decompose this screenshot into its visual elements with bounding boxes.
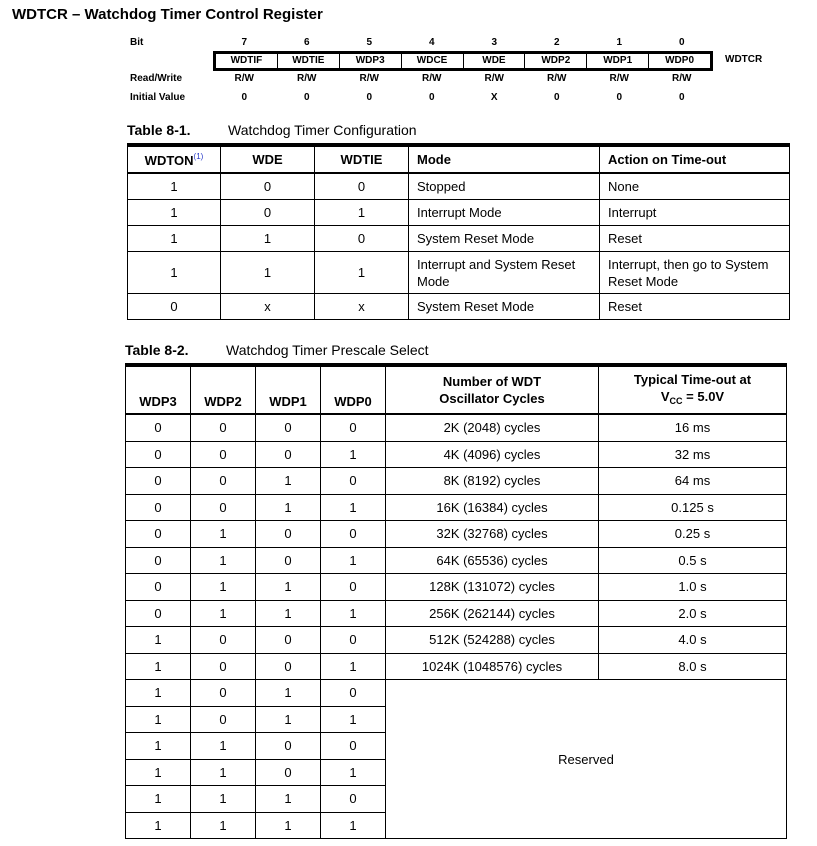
cell: 1 [128, 173, 221, 200]
cell: 0 [315, 226, 409, 252]
cell: 1 [126, 680, 191, 707]
cell: 0 [256, 441, 321, 468]
read-write-row [213, 73, 713, 84]
cell: Interrupt [600, 200, 790, 226]
cell: 1 [315, 200, 409, 226]
cell: 1 [321, 812, 386, 839]
table-row [126, 680, 787, 707]
cell: Interrupt, then go to System Reset Mode [600, 252, 790, 294]
cell: 0 [126, 547, 191, 574]
cell: 16K (16384) cycles [386, 494, 599, 521]
col-header-wdp0: WDP0 [321, 365, 386, 414]
col-header-action: Action on Time-out [600, 145, 790, 173]
initial-value-row-label: Initial Value [130, 92, 186, 103]
cell: 1 [221, 226, 315, 252]
cell: 0 [321, 733, 386, 760]
cell: 0 [191, 441, 256, 468]
table-row [126, 600, 787, 627]
cell: 0 [126, 574, 191, 601]
cell: 1 [126, 812, 191, 839]
cell: 1 [256, 706, 321, 733]
cell: 0 [256, 733, 321, 760]
cell: 0 [256, 521, 321, 548]
bit-rw: R/W [609, 73, 629, 84]
bit-number: 7 [241, 37, 248, 48]
cell: Interrupt Mode [409, 200, 600, 226]
cell: 2.0 s [599, 600, 787, 627]
cell: 0 [191, 468, 256, 495]
cell: 0 [126, 521, 191, 548]
table-row [126, 441, 787, 468]
cell: 2K (2048) cycles [386, 414, 599, 441]
cell: x [315, 294, 409, 320]
cell: 1 [191, 521, 256, 548]
bit-name: WDCE [401, 54, 463, 68]
table-row [126, 521, 787, 548]
cell: 32K (32768) cycles [386, 521, 599, 548]
bit-number: 3 [491, 37, 498, 48]
cell: 0.25 s [599, 521, 787, 548]
cell: 1 [315, 252, 409, 294]
cell: System Reset Mode [409, 226, 600, 252]
cell: 1 [256, 812, 321, 839]
bit-number-row [213, 37, 713, 48]
cell: Stopped [409, 173, 600, 200]
cell: 1 [191, 812, 256, 839]
cell: 0 [256, 759, 321, 786]
cell: 1 [126, 627, 191, 654]
cell: 256K (262144) cycles [386, 600, 599, 627]
cell: 1 [128, 252, 221, 294]
cell: x [221, 294, 315, 320]
cell: Reset [600, 294, 790, 320]
cell: None [600, 173, 790, 200]
header-text: WDTON [144, 152, 194, 168]
reserved-cell: Reserved [386, 680, 787, 839]
cell: 16 ms [599, 414, 787, 441]
bit-number: 4 [428, 37, 435, 48]
header-text: Typical Time-out at [633, 371, 752, 387]
cell: 0 [321, 468, 386, 495]
cell: 0 [126, 600, 191, 627]
table-row [126, 574, 787, 601]
cell: 1 [128, 200, 221, 226]
cell: 0 [321, 574, 386, 601]
bit-rw: R/W [359, 73, 379, 84]
col-header-mode: Mode [409, 145, 600, 173]
section-title: WDTCR – Watchdog Timer Control Register [12, 6, 323, 23]
bit-rw: R/W [547, 73, 567, 84]
cell: 32 ms [599, 441, 787, 468]
cell: 0 [191, 627, 256, 654]
vcc-sub: CC [669, 395, 683, 406]
cell: 1 [126, 733, 191, 760]
prescale-select-table [125, 363, 787, 839]
bit-name: WDTIF [230, 55, 263, 66]
cell: 0 [126, 414, 191, 441]
table1-title: Watchdog Timer Configuration [228, 122, 417, 138]
table1-number: Table 8-1. [127, 122, 191, 138]
vcc-v: V [660, 388, 670, 404]
cell: 0 [126, 468, 191, 495]
cell: 8.0 s [599, 653, 787, 680]
cell: 1 [191, 547, 256, 574]
cell: 64 ms [599, 468, 787, 495]
cell: 1 [321, 759, 386, 786]
bit-row-label: Bit [130, 37, 144, 48]
vcc-rest: = 5.0V [682, 388, 725, 404]
table-header-row [126, 365, 787, 414]
bit-init: 0 [303, 92, 310, 103]
cell: 1 [256, 600, 321, 627]
cell: 1 [256, 574, 321, 601]
table-row [126, 414, 787, 441]
bit-number: 5 [366, 37, 373, 48]
cell: 0 [256, 627, 321, 654]
bit-name: WDTIE [277, 54, 339, 68]
cell: 1 [256, 468, 321, 495]
cell: 1 [321, 547, 386, 574]
cell: 1 [126, 759, 191, 786]
bit-name: WDP2 [524, 54, 586, 68]
cell: 4.0 s [599, 627, 787, 654]
cell: 8K (8192) cycles [386, 468, 599, 495]
cell: 64K (65536) cycles [386, 547, 599, 574]
table-row [126, 627, 787, 654]
cell: 0 [126, 441, 191, 468]
col-header-wdtie: WDTIE [315, 145, 409, 173]
cell: 0 [321, 680, 386, 707]
bit-name: WDP0 [648, 54, 710, 68]
cell: 0 [191, 494, 256, 521]
cell: 1 [256, 786, 321, 813]
cell: 0 [221, 173, 315, 200]
table2-caption [125, 342, 429, 358]
cell: 0 [321, 786, 386, 813]
bit-init: X [490, 92, 498, 103]
cell: System Reset Mode [409, 294, 600, 320]
cell: 1 [191, 574, 256, 601]
read-write-row-label: Read/Write [130, 73, 183, 84]
cell: 1.0 s [599, 574, 787, 601]
table-row [126, 468, 787, 495]
col-header-wdton [128, 145, 221, 173]
bit-init: 0 [553, 92, 560, 103]
cell: 1 [126, 653, 191, 680]
table-row [128, 252, 790, 294]
table-row [128, 226, 790, 252]
table-row [126, 494, 787, 521]
bit-number: 0 [678, 37, 685, 48]
cell: 0 [256, 414, 321, 441]
cell: 1 [256, 680, 321, 707]
table2-title: Watchdog Timer Prescale Select [226, 342, 429, 358]
bit-number: 1 [616, 37, 623, 48]
cell: 0 [191, 653, 256, 680]
footnote-ref-link[interactable]: (1) [193, 151, 204, 161]
cell: 1 [128, 226, 221, 252]
bit-init: 0 [366, 92, 373, 103]
cell: 1 [321, 706, 386, 733]
cell: 0 [321, 414, 386, 441]
cell: 1 [321, 494, 386, 521]
cell: 1 [191, 759, 256, 786]
bit-number: 2 [553, 37, 560, 48]
header-text: Number of WDT Oscillator Cycles [439, 374, 545, 406]
bit-rw: R/W [297, 73, 317, 84]
col-header-timeout [599, 365, 787, 414]
table-row [128, 173, 790, 200]
bit-name: WDE [463, 54, 525, 68]
cell: 0 [221, 200, 315, 226]
cell: 0 [321, 627, 386, 654]
initial-value-row [213, 92, 713, 103]
bit-init: 0 [678, 92, 685, 103]
cell: 4K (4096) cycles [386, 441, 599, 468]
bit-rw: R/W [672, 73, 692, 84]
cell: 1 [191, 733, 256, 760]
cell: 1 [321, 600, 386, 627]
bit-init: 0 [428, 92, 435, 103]
cell: 0.5 s [599, 547, 787, 574]
cell: 0.125 s [599, 494, 787, 521]
table-header-row [128, 145, 790, 173]
bit-rw: R/W [422, 73, 442, 84]
watchdog-config-table [127, 143, 790, 320]
bit-name: WDP1 [586, 54, 648, 68]
cell: Interrupt and System Reset Mode [409, 252, 600, 294]
cell: 0 [126, 494, 191, 521]
cell: 1024K (1048576) cycles [386, 653, 599, 680]
table-row [128, 294, 790, 320]
cell: 0 [315, 173, 409, 200]
cell: 0 [321, 521, 386, 548]
register-bit-box [213, 51, 713, 71]
cell: 1 [321, 441, 386, 468]
cell: 512K (524288) cycles [386, 627, 599, 654]
bit-rw: R/W [484, 73, 504, 84]
table-row [126, 653, 787, 680]
cell: 0 [191, 680, 256, 707]
register-name: WDTCR [725, 54, 763, 65]
bit-number: 6 [303, 37, 310, 48]
cell: 0 [128, 294, 221, 320]
bit-rw: R/W [234, 73, 254, 84]
vcc-label [661, 389, 724, 404]
col-header-wdp2: WDP2 [191, 365, 256, 414]
cell: 1 [221, 252, 315, 294]
cell: 128K (131072) cycles [386, 574, 599, 601]
col-header-wdp1: WDP1 [256, 365, 321, 414]
cell: 1 [126, 786, 191, 813]
cell: 0 [256, 653, 321, 680]
cell: 0 [256, 547, 321, 574]
cell: 1 [321, 653, 386, 680]
col-header-wde: WDE [221, 145, 315, 173]
table2-number: Table 8-2. [125, 342, 189, 358]
cell: 0 [191, 706, 256, 733]
table-row [126, 547, 787, 574]
table-row [128, 200, 790, 226]
cell: 1 [126, 706, 191, 733]
bit-init: 0 [616, 92, 623, 103]
cell: 0 [191, 414, 256, 441]
table1-caption [127, 122, 417, 138]
cell: Reset [600, 226, 790, 252]
cell: 1 [256, 494, 321, 521]
col-header-cycles [386, 365, 599, 414]
bit-init: 0 [241, 92, 248, 103]
bit-name: WDP3 [339, 54, 401, 68]
col-header-wdp3: WDP3 [126, 365, 191, 414]
cell: 1 [191, 786, 256, 813]
cell: 1 [191, 600, 256, 627]
